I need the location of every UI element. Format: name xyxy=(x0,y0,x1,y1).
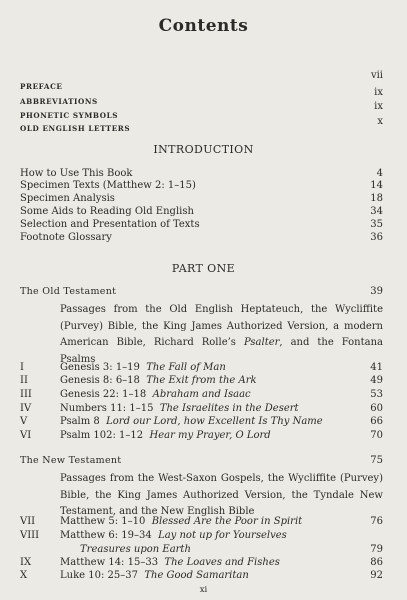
entry-page: 60 xyxy=(370,403,383,414)
entry-text: Genesis 3: 1–19 The Fall of Man xyxy=(60,362,226,373)
entry-page: 53 xyxy=(370,389,383,400)
subsection-heading: The New Testament xyxy=(20,455,122,466)
section-heading-part-one: PART ONE xyxy=(171,262,236,275)
entry-number: V xyxy=(20,416,28,427)
entry-text: Numbers 11: 1–15 The Israelites in the Desert xyxy=(60,403,299,414)
subsection-page: 75 xyxy=(370,455,383,466)
entry-page: 49 xyxy=(370,375,383,386)
page-title: Contents xyxy=(158,16,249,36)
entry-text: Matthew 6: 19–34 Lay not up for Yourselves xyxy=(60,530,287,541)
entry-page: 41 xyxy=(370,362,383,373)
toc-item-page: 4 xyxy=(376,168,383,179)
toc-item xyxy=(20,219,383,230)
entry-number: IV xyxy=(20,403,32,414)
toc-item-page: 14 xyxy=(370,180,383,191)
front-item-page: ix xyxy=(374,101,383,112)
entry-number: IX xyxy=(20,557,32,568)
entry-text: Psalm 102: 1–12 Hear my Prayer, O Lord xyxy=(60,430,271,441)
entry-page: 76 xyxy=(370,516,383,527)
front-item-label: OLD ENGLISH LETTERS xyxy=(20,124,131,133)
toc-item-label: Specimen Analysis xyxy=(20,193,115,204)
entry-number: VI xyxy=(20,430,32,441)
toc-item xyxy=(20,193,383,204)
entry-text: Genesis 22: 1–18 Abraham and Isaac xyxy=(60,389,251,400)
toc-item-label: Specimen Texts (Matthew 2: 1–15) xyxy=(20,180,196,191)
toc-item-label: Some Aids to Reading Old English xyxy=(20,206,194,217)
subsection-new-testament xyxy=(20,455,383,466)
entry-number: III xyxy=(20,389,32,400)
entry-number: VII xyxy=(20,516,36,527)
toc-item-page: 35 xyxy=(370,219,383,230)
toc-item xyxy=(20,232,383,243)
entry-page: 86 xyxy=(370,557,383,568)
page-folio: xi xyxy=(199,585,208,595)
toc-item-page: 18 xyxy=(370,193,383,204)
front-item-label: PREFACE xyxy=(20,82,63,91)
entry-text: Matthew 14: 15–33 The Loaves and Fishes xyxy=(60,557,280,568)
entry-page: 92 xyxy=(370,570,383,581)
entry-page: 79 xyxy=(370,544,383,555)
entry-text: Luke 10: 25–37 The Good Samaritan xyxy=(60,570,249,581)
toc-item xyxy=(20,168,383,179)
section-heading-introduction: INTRODUCTION xyxy=(153,143,254,156)
toc-item-label: Footnote Glossary xyxy=(20,232,112,243)
subsection-old-testament xyxy=(20,286,383,297)
front-item-page: vii xyxy=(370,70,383,81)
toc-item-label: Selection and Presentation of Texts xyxy=(20,219,200,230)
entry-number: X xyxy=(20,570,28,581)
toc-item-label: How to Use This Book xyxy=(20,168,133,179)
entry-page: 70 xyxy=(370,430,383,441)
toc-item-page: 36 xyxy=(370,232,383,243)
old-testament-description: Passages from the Old English Heptateuch, the Wycliffite (Purvey) Bible, the King James Authorized Version, a modern American Bible, Richard Rolle’s Psalter, and the Fontana Psalms xyxy=(60,304,383,365)
toc-item xyxy=(20,180,383,191)
front-item-label: PHONETIC SYMBOLS xyxy=(20,111,119,120)
toc-item-page: 34 xyxy=(370,206,383,217)
entry-number: II xyxy=(20,375,28,386)
subsection-page: 39 xyxy=(370,286,383,297)
entry-text: Psalm 8 Lord our Lord, how Excellent Is Thy Name xyxy=(60,416,323,427)
entry-number: VIII xyxy=(20,530,40,541)
entry-number: I xyxy=(20,362,24,373)
front-item-label: ABBREVIATIONS xyxy=(20,97,98,106)
toc-item xyxy=(20,206,383,217)
new-testament-description: Passages from the West-Saxon Gospels, the Wycliffite (Purvey) Bible, the King James Authorized Version, the Tyndale New Testament, and the New English Bible xyxy=(60,473,383,518)
front-item-page: ix xyxy=(374,87,383,98)
entry-text-continuation: Treasures upon Earth xyxy=(80,544,191,555)
entry-text: Genesis 8: 6–18 The Exit from the Ark xyxy=(60,375,257,386)
entry-text: Matthew 5: 1–10 Blessed Are the Poor in Spirit xyxy=(60,516,303,527)
entry-page: 66 xyxy=(370,416,383,427)
front-item-page: x xyxy=(377,116,383,127)
subsection-heading: The Old Testament xyxy=(20,286,117,297)
